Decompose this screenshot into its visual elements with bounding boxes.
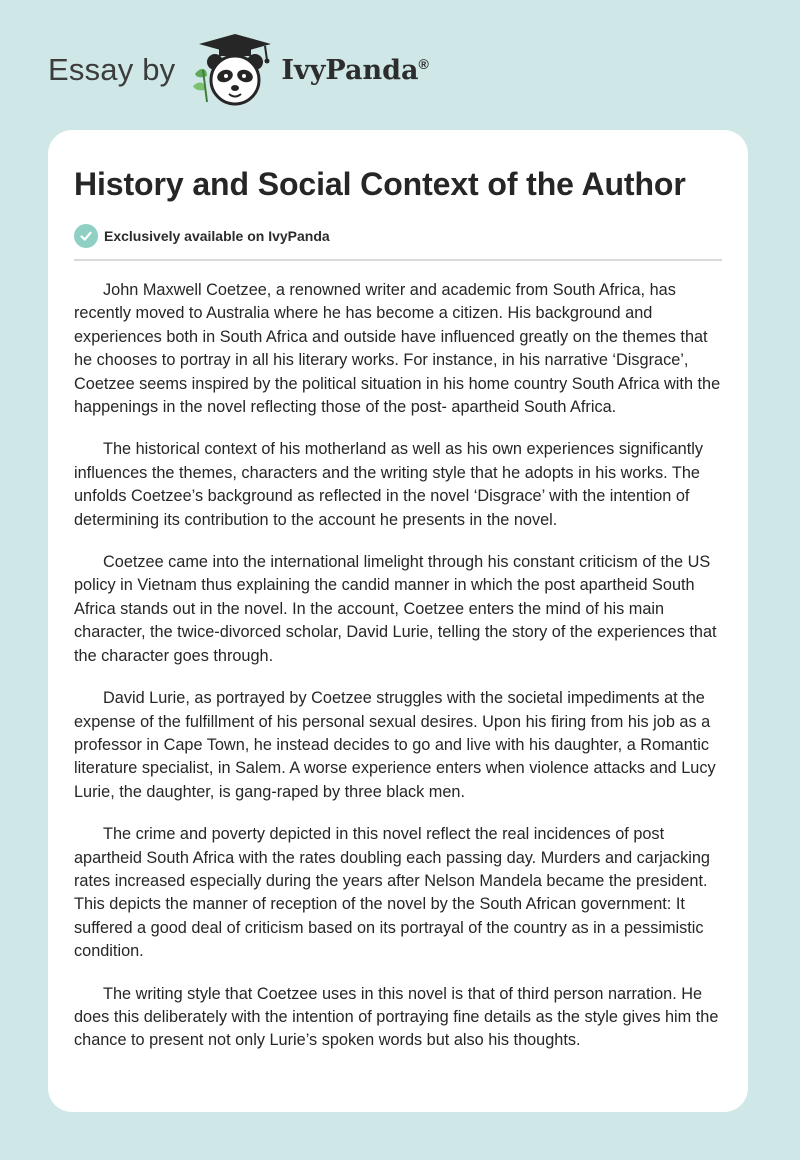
page-title: History and Social Context of the Author — [74, 166, 686, 202]
paragraph: Coetzee came into the international limelight through his constant criticism of the US policy in Vietnam thus explaining the candid manner in which the post apartheid South Africa stands out in the novel. In the account, Coetzee enters the mind of his main character, the twice-divorced scholar, David Lurie, telling the story of the experiences that the character goes through. — [74, 553, 717, 665]
paragraph: John Maxwell Coetzee, a renowned writer and academic from South Africa, has recently moved to Australia where he has become a citizen. His background and experiences both in South Africa and outside have influenced greatly on the themes that he chooses to portray in all his literary works. For instance, in his narrative ‘Disgrace’, Coetzee seems inspired by the political situation in his home country South Africa with the happenings in the novel reflecting those of the post- apartheid South Africa. — [74, 281, 721, 417]
paragraph: The crime and poverty depicted in this novel reflect the real incidences of post apartheid South Africa with the rates doubling each passing day. Murders and carjacking rates increased especially during the years after Nelson Mandela became the president. This depicts the manner of reception of the novel by the South African government: It suffered a good deal of criticism based on its portrayal of the country as in a pessimistic condition. — [74, 825, 710, 961]
check-icon — [74, 224, 98, 248]
essay-by-label: Essay by — [48, 52, 176, 87]
divider — [74, 259, 722, 261]
paragraph: David Lurie, as portrayed by Coetzee struggles with the societal impediments at the expense of the fulfillment of his personal sexual desires. Upon his firing from his job as a professor in Cape Town, he instead decides to go and live with his daughter, a Romantic literature specialist, in Salem. A worse experience enters when violence attacks and Lucy Lurie, the daughter, is gang-raped by three black men. — [74, 689, 716, 801]
panda-logo-icon[interactable] — [189, 30, 277, 110]
site-header — [48, 30, 429, 110]
exclusive-badge — [74, 223, 722, 249]
essay-card — [48, 130, 748, 1112]
exclusive-label: Exclusively available on IvyPanda — [104, 228, 330, 244]
paragraph: The writing style that Coetzee uses in this novel is that of third person narration. He does this deliberately with the intention of portraying fine details as the style gives him the chance to present not only Lurie’s spoken words but also his thoughts. — [74, 984, 719, 1050]
ivypanda-brand[interactable] — [281, 55, 428, 86]
paragraph: The historical context of his motherland as well as his own experiences significantly influences the themes, characters and the writing style that he adopts in his works. The unfolds Coetzee’s background as reflected in the novel ‘Disgrace’ with the intention of determining its contribution to the account he presents in the novel. — [74, 440, 703, 529]
registered-mark: ® — [418, 55, 429, 72]
brand-name: IvyPanda — [281, 54, 419, 86]
